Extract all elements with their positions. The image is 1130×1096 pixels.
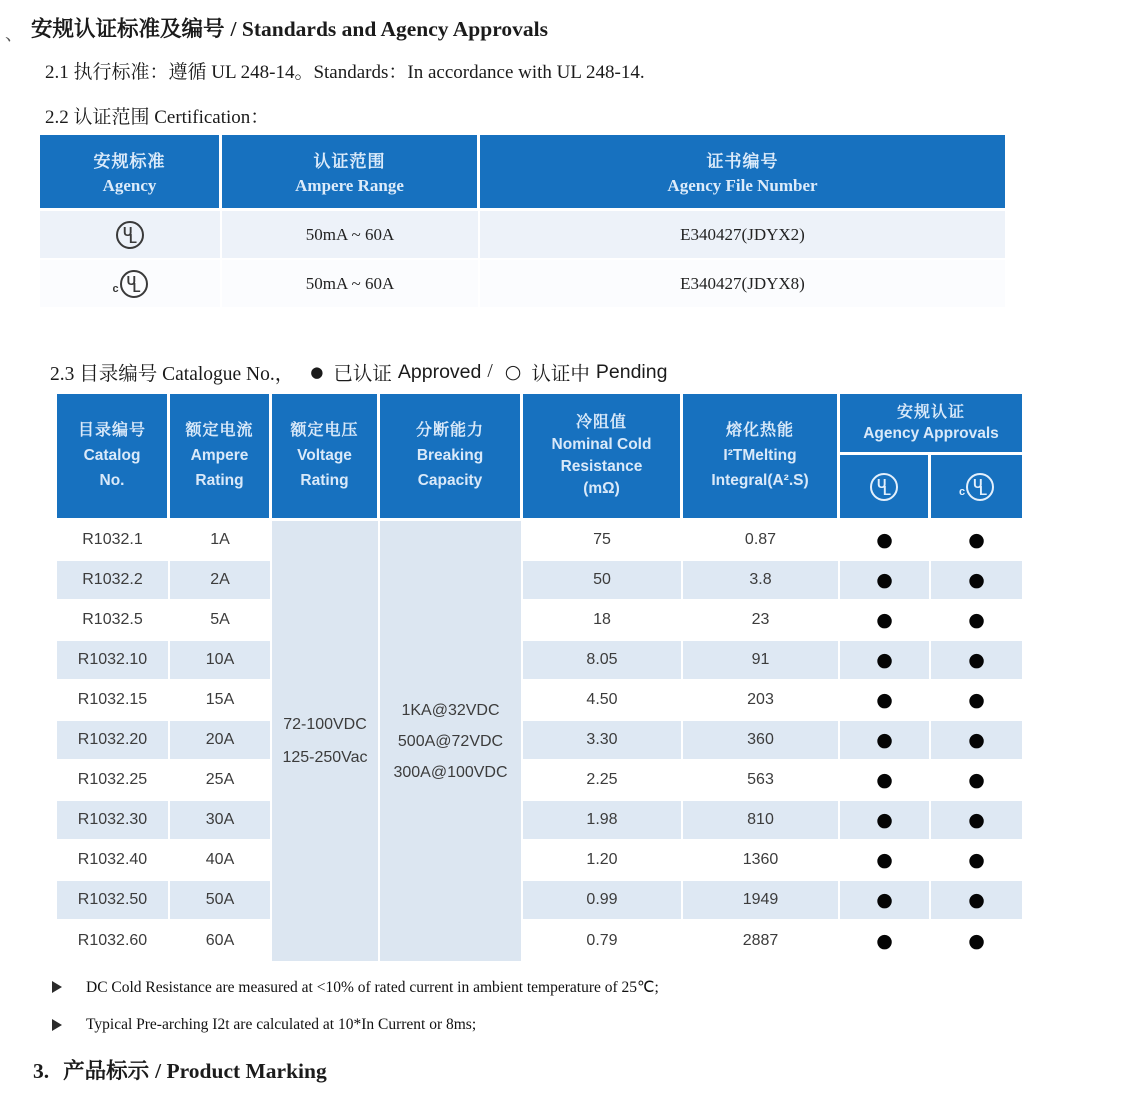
table-row-left [57, 721, 272, 761]
ul-letter-l: L [129, 230, 137, 246]
approved-dot-icon: ● [876, 728, 893, 751]
ampere-rating-cell: 50A [170, 881, 272, 919]
slash-separator: / [487, 361, 493, 382]
table-row-right [523, 681, 1022, 721]
header-catalog-en2: No. [99, 472, 125, 489]
catalog-no-cell: R1032.15 [57, 681, 170, 719]
approved-dot-icon: ● [968, 648, 985, 671]
i2t-cell: 810 [683, 801, 840, 839]
cold-resistance-cell: 50 [523, 561, 683, 599]
cul-approval-cell [931, 841, 1022, 879]
breaking-capacity-line: 300A@100VDC [393, 763, 508, 781]
paragraph-2-2: 2.2 认证范围 Certification： [45, 107, 270, 128]
cul-approval-cell [931, 881, 1022, 919]
table-row-left [57, 881, 272, 921]
cul-logo-icon: c U L [959, 473, 994, 501]
cul-approval-cell [931, 601, 1022, 639]
approved-dot-icon: ● [876, 568, 893, 591]
cul-approval-cell [931, 521, 1022, 559]
header-catalog-zh: 目录编号 [77, 422, 146, 439]
catalog-no-cell: R1032.5 [57, 601, 170, 639]
cul-approval-cell [931, 641, 1022, 679]
ampere-rating-cell: 5A [170, 601, 272, 639]
cert-header-ampere-en: Ampere Range [295, 176, 404, 196]
catalog-no-cell: R1032.30 [57, 801, 170, 839]
header-ul-column [840, 455, 931, 518]
ampere-rating-cell: 30A [170, 801, 272, 839]
table-row-left [57, 601, 272, 641]
breaking-capacity-line: 1KA@32VDC [401, 701, 500, 719]
ul-letter-l: L [132, 279, 141, 295]
paragraph-2-3 [50, 358, 667, 386]
certification-table-body [40, 211, 1005, 309]
cert-header-agency [40, 135, 222, 208]
ul-approval-cell [840, 641, 931, 679]
cul-c-prefix: c [958, 485, 966, 498]
ul-approval-cell [840, 761, 931, 799]
arrow-bullet-icon [52, 1019, 62, 1031]
i2t-cell: 23 [683, 601, 840, 639]
cert-header-ampere-zh: 认证范围 [313, 151, 386, 171]
table-row-right [523, 801, 1022, 841]
approved-label-en: Approved [397, 360, 482, 383]
catalogue-table [57, 394, 1022, 961]
merged-columns [272, 521, 523, 961]
ul-approval-cell [840, 561, 931, 599]
ampere-rating-cell: 40A [170, 841, 272, 879]
header-cold-unit: (mΩ) [583, 480, 620, 497]
header-agency-approvals-group [840, 394, 1022, 518]
header-cold-en1: Nominal Cold [551, 436, 652, 453]
header-ampere-zh: 额定电流 [185, 422, 254, 439]
table-row-right [523, 881, 1022, 921]
cul-approval-cell [931, 761, 1022, 799]
section2-title [31, 12, 548, 43]
cert-header-file-number [480, 135, 1005, 208]
cul-approval-cell [931, 561, 1022, 599]
cold-resistance-cell: 8.05 [523, 641, 683, 679]
header-i2t-en2: Integral(A².S) [711, 472, 809, 489]
cold-resistance-cell: 0.99 [523, 881, 683, 919]
ul-circle [116, 221, 144, 249]
i2t-cell: 360 [683, 721, 840, 759]
footnotes [52, 968, 659, 1044]
header-cold-zh: 冷阻值 [575, 414, 627, 431]
catalog-no-cell: R1032.40 [57, 841, 170, 879]
cert-table-row [40, 211, 1005, 260]
ampere-rating-cell: 20A [170, 721, 272, 759]
header-agency-approvals [840, 394, 1022, 455]
voltage-rating-line: 72-100VDC [283, 716, 367, 733]
header-ampere-en2: Rating [195, 472, 244, 489]
section3-title [33, 1054, 327, 1085]
approved-dot-icon: ● [968, 888, 985, 911]
catalog-no-cell: R1032.60 [57, 921, 170, 961]
approved-label-zh: 已认证 [333, 364, 392, 385]
approved-dot-icon: ● [876, 929, 893, 952]
catalog-no-cell: R1032.50 [57, 881, 170, 919]
header-breaking-capacity [380, 394, 523, 518]
section2-title-en: / Standards and Agency Approvals [230, 17, 548, 41]
section3-title-en: / Product Marking [155, 1059, 327, 1083]
table-row-right [523, 921, 1022, 961]
ul-approval-cell [840, 681, 931, 719]
header-ampere-rating [170, 394, 272, 518]
ul-letter-u: U [126, 272, 136, 288]
ul-approval-cell [840, 881, 931, 919]
footnote-text: DC Cold Resistance are measured at <10% of rated current in ambient temperature of 25℃; [86, 978, 659, 996]
table-row-right [523, 761, 1022, 801]
ul-logo-icon [116, 221, 144, 249]
ampere-range-value: 50mA ~ 60A [222, 211, 480, 258]
header-voltage-en1: Voltage [297, 447, 352, 464]
approved-dot-icon: ● [876, 608, 893, 631]
ampere-rating-cell: 60A [170, 921, 272, 961]
table-row-left [57, 681, 272, 721]
agency-logo-cell [40, 211, 222, 258]
catalog-no-cell: R1032.25 [57, 761, 170, 799]
approved-dot-icon: ● [876, 688, 893, 711]
header-approvals-subrow [840, 455, 1022, 518]
pending-circle-icon: ○ [504, 361, 522, 383]
table-row-right [523, 841, 1022, 881]
approved-dot-icon: ● [968, 848, 985, 871]
approved-dot-icon: ● [876, 768, 893, 791]
header-approvals-zh: 安规认证 [896, 404, 965, 421]
ul-approval-cell [840, 601, 931, 639]
i2t-cell: 203 [683, 681, 840, 719]
table-row-left [57, 761, 272, 801]
approved-dot-icon: ● [968, 929, 985, 952]
section2-title-zh: 安规认证标准及编号 [31, 17, 225, 41]
catalog-no-cell: R1032.2 [57, 561, 170, 599]
ul-approval-cell [840, 521, 931, 559]
pending-label-en: Pending [595, 360, 668, 383]
stray-scan-mark: 、 [5, 24, 23, 44]
agency-file-number: E340427(JDYX2) [680, 224, 805, 244]
approved-dot-icon: ● [968, 768, 985, 791]
ul-approval-cell [840, 921, 931, 961]
approved-dot-icon: ● [968, 808, 985, 831]
table-row-right [523, 601, 1022, 641]
header-voltage-zh: 额定电压 [290, 422, 359, 439]
header-cul-column [931, 455, 1022, 518]
catalogue-table-header [57, 394, 1022, 521]
voltage-rating-merged-cell [272, 521, 380, 961]
i2t-cell: 91 [683, 641, 840, 679]
catalogue-no-label: 2.3 目录编号 Catalogue No.， [50, 364, 295, 385]
section3-title-zh: 产品标示 [63, 1059, 150, 1083]
i2t-cell: 1949 [683, 881, 840, 919]
ampere-rating-cell: 1A [170, 521, 272, 559]
ul-approval-cell [840, 721, 931, 759]
cul-approval-cell [931, 801, 1022, 839]
breaking-capacity-line: 500A@72VDC [397, 732, 504, 750]
i2t-cell: 563 [683, 761, 840, 799]
approved-dot-icon: ● [310, 363, 324, 381]
i2t-cell: 0.87 [683, 521, 840, 559]
certification-table [40, 135, 1005, 309]
table-row-left [57, 521, 272, 561]
header-voltage-rating [272, 394, 380, 518]
header-ampere-en1: Ampere [190, 447, 249, 464]
cul-approval-cell [931, 921, 1022, 961]
header-cold-resistance [523, 394, 683, 518]
cold-resistance-cell: 1.20 [523, 841, 683, 879]
header-breaking-zh: 分断能力 [415, 422, 484, 439]
header-catalog-no [57, 394, 170, 518]
table-row-left [57, 561, 272, 601]
table-row-left [57, 801, 272, 841]
cold-resistance-cell: 2.25 [523, 761, 683, 799]
cold-resistance-cell: 18 [523, 601, 683, 639]
approved-dot-icon: ● [968, 688, 985, 711]
table-row-right [523, 521, 1022, 561]
agency-file-number: E340427(JDYX8) [680, 273, 805, 293]
table-row-right [523, 561, 1022, 601]
header-breaking-en1: Breaking [416, 447, 484, 464]
breaking-capacity-merged-cell [380, 521, 523, 961]
arrow-bullet-icon [52, 981, 62, 993]
header-catalog-en1: Catalog [83, 447, 141, 464]
cold-resistance-cell: 75 [523, 521, 683, 559]
cul-approval-cell [931, 721, 1022, 759]
ampere-rating-cell: 25A [170, 761, 272, 799]
cul-c-prefix: c [112, 282, 119, 295]
cert-table-row [40, 260, 1005, 309]
cold-resistance-cell: 3.30 [523, 721, 683, 759]
approved-dot-icon: ● [876, 528, 893, 551]
table-row-left [57, 921, 272, 961]
approved-dot-icon: ● [876, 848, 893, 871]
approved-dot-icon: ● [876, 648, 893, 671]
cert-header-agency-en: Agency [102, 176, 157, 196]
cul-logo-icon [112, 270, 147, 298]
paragraph-2-1: 2.1 执行标准：遵循 UL 248-14。Standards：In accordance with UL 248-14. [45, 62, 645, 83]
pending-label-zh: 认证中 [531, 364, 590, 385]
cold-resistance-cell: 4.50 [523, 681, 683, 719]
approved-dot-icon: ● [876, 888, 893, 911]
header-breaking-en2: Capacity [417, 472, 483, 489]
cert-header-ampere-range [222, 135, 480, 208]
footnote-text: Typical Pre-arching I2t are calculated at 10*In Current or 8ms; [86, 1016, 477, 1033]
header-approvals-en: Agency Approvals [863, 425, 999, 442]
catalog-no-cell: R1032.20 [57, 721, 170, 759]
voltage-rating-line: 125-250Vac [282, 749, 368, 766]
ul-circle [120, 270, 148, 298]
ampere-rating-cell: 2A [170, 561, 272, 599]
approved-dot-icon: ● [968, 568, 985, 591]
approved-dot-icon: ● [876, 808, 893, 831]
approved-dot-icon: ● [968, 728, 985, 751]
cert-header-agency-zh: 安规标准 [93, 151, 166, 171]
section3-number: 3. [33, 1059, 50, 1083]
i2t-cell: 2887 [683, 921, 840, 961]
values-approvals-columns [523, 521, 1022, 961]
certification-table-header [40, 135, 1005, 211]
header-i2t-zh: 熔化热能 [725, 422, 794, 439]
i2t-cell: 3.8 [683, 561, 840, 599]
header-i2t-melting [683, 394, 840, 518]
footnote-item [52, 968, 659, 1006]
catalog-no-cell: R1032.1 [57, 521, 170, 559]
header-voltage-en2: Rating [300, 472, 349, 489]
cert-header-file-zh: 证书编号 [706, 151, 779, 171]
approved-dot-icon: ● [968, 608, 985, 631]
approved-dot-icon: ● [968, 528, 985, 551]
cold-resistance-cell: 0.79 [523, 921, 683, 961]
table-row-right [523, 641, 1022, 681]
i2t-cell: 1360 [683, 841, 840, 879]
ampere-rating-cell: 15A [170, 681, 272, 719]
catalog-ampere-columns [57, 521, 272, 961]
header-cold-en2: Resistance [560, 458, 643, 475]
catalog-no-cell: R1032.10 [57, 641, 170, 679]
cold-resistance-cell: 1.98 [523, 801, 683, 839]
ul-approval-cell [840, 841, 931, 879]
table-row-right [523, 721, 1022, 761]
ampere-rating-cell: 10A [170, 641, 272, 679]
ul-approval-cell [840, 801, 931, 839]
ampere-range-value: 50mA ~ 60A [222, 260, 480, 307]
table-row-left [57, 641, 272, 681]
cul-approval-cell [931, 681, 1022, 719]
header-i2t-en1: I²TMelting [723, 447, 797, 464]
table-row-left [57, 841, 272, 881]
ul-logo-icon: U L [870, 473, 898, 501]
ul-letter-u: U [123, 223, 133, 239]
cert-header-file-en: Agency File Number [667, 176, 818, 196]
agency-logo-cell [40, 260, 222, 307]
catalogue-table-body [57, 521, 1022, 961]
footnote-item [52, 1006, 659, 1044]
